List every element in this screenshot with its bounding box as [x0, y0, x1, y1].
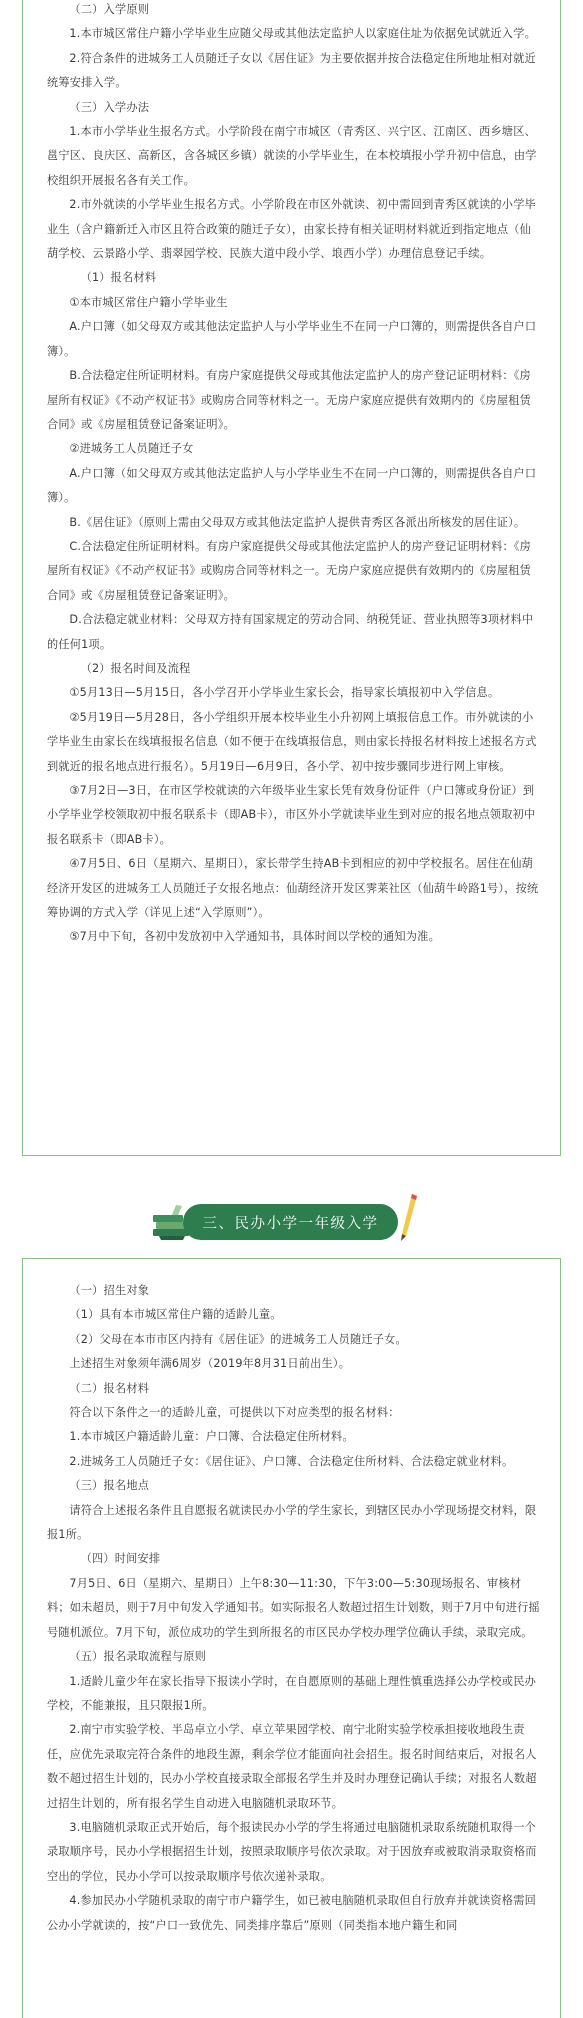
paragraph: （二）报名材料 — [69, 1381, 150, 1395]
paragraph: 7月5日、6日（星期六、星期日）上午8:30—11:30，下午3:00—5:30现场报名、审核材料；如未超员，则于7月中旬发入学通知书。如实际报名人数超过招生计划数，则于7月中旬进行摇号随机派位。7月下旬，派位成功的学生到所报名的市区民办学校办理学位确认手续，录取完成。 — [47, 1576, 540, 1639]
pencil-icon — [398, 1192, 420, 1242]
paragraph: ②5月19日—5月28日，各小学组织开展本校毕业生小升初网上填报信息工作。市外就读的小学毕业生由家长在线填报报名信息（如不便于在线填报信息，则由家长持报名材料按上述报名方式到就近的报名地点进行报名）。5月19日—6月9日，各小学、初中按步骤同步进行网上审核。 — [47, 710, 537, 773]
section-text — [23, 0, 560, 950]
paragraph: 3.电脑随机录取正式开始后，每个报读民办小学的学生将通过电脑随机录取系统随机取得一个录取顺序号，民办小学根据招生计划，按照录取顺序号依次录取。对于因放弃或被取消录取资格而空出的学位，民办小学可以按录取顺序号依次递补录取。 — [47, 1820, 537, 1883]
paragraph: 4.参加民办小学随机录取的南宁市户籍学生，如已被电脑随机录取但自行放弃并就读资格需回公办小学就读的，按“户口一致优先、同类排序靠后”原则（同类指本地户籍生和同 — [47, 1894, 536, 1932]
paragraph: 1.本市城区户籍适龄儿童：户口簿、合法稳定住所材料。 — [69, 1430, 354, 1444]
paragraph: （一）招生对象 — [69, 1284, 150, 1297]
paragraph: 符合以下条件之一的适龄儿童，可提供以下对应类型的报名材料： — [69, 1406, 400, 1420]
paragraph: 2.符合条件的进城务工人员随迁子女以《居住证》为主要依据并按合法稳定住所地址相对就近统筹安排入学。 — [47, 51, 536, 90]
paragraph: 1.适龄儿童少年在家长指导下报读小学时，在自愿原则的基础上理性慎重选择公办学校或民办学校，不能兼报，且只限报1所。 — [47, 1674, 536, 1712]
paragraph: （四）时间安排 — [80, 1552, 161, 1566]
paragraph: （1）具有本市城区常住户籍的适龄儿童。 — [69, 1308, 282, 1322]
paragraph: （2）报名时间及流程 — [80, 661, 191, 675]
paragraph: 2.进城务工人员随迁子女：《居住证》、户口簿、合法稳定住所材料、合法稳定就业材料。 — [69, 1454, 514, 1468]
section-banner — [0, 1192, 583, 1244]
paragraph: B.合法稳定住所证明材料。有房户家庭提供父母或其他法定监护人的房产登记证明材料：《房屋所有权证》《不动产权证书》或购房合同等材料之一。无房户家庭应提供有效期内的《房屋租赁合同》或《房屋租赁登记备案证明》。 — [47, 369, 532, 431]
paragraph: 2.南宁市实验学校、半岛卓立小学、卓立苹果园学校、南宁北附实验学校承担接收地段生责任，应优先录取完符合条件的地段生源，剩余学位才能面向社会招生。报名时间结束后，对报名人数不超过招生计划的，民办小学校直接录取全部报名学生并及时办理登记确认手续；对报名人数超过招生计划的，所有报名学生自动进入电脑随机录取环节。 — [47, 1723, 537, 1810]
paragraph: 2.市外就读的小学毕业生报名方式。小学阶段在市区外就读、初中需回到青秀区就读的小学毕业生（含户籍新迁入市区且符合政策的随迁子女），由家长持有相关证明材料就近到指定地点（仙葫学校、云景路小学、翡翠园学校、民族大道中段小学、埌西小学）办理信息登记手续。 — [47, 198, 536, 261]
paragraph: C.合法稳定住所证明材料。有房户家庭提供父母或其他法定监护人的房产登记证明材料：《房屋所有权证》《不动产权证书》或购房合同等材料之一。无房户家庭应提供有效期内的《房屋租赁合同》或《房屋租赁登记备案证明》。 — [47, 539, 532, 602]
paragraph: 请符合上述报名条件且自愿报名就读民办小学的学生家长，到辖区民办小学现场提交材料，限报1所。 — [47, 1503, 537, 1542]
paragraph: ①本市城区常住户籍小学毕业生 — [69, 295, 228, 309]
section-text — [23, 1259, 560, 1938]
section-banner-title: 三、民办小学一年级入学 — [183, 1204, 398, 1240]
paragraph: ①5月13日—5月15日，各小学召开小学毕业生家长会，指导家长填报初中入学信息。 — [69, 686, 500, 700]
paragraph: （三）报名地点 — [69, 1479, 150, 1493]
paragraph: （二）入学原则 — [69, 3, 150, 16]
paragraph: 上述招生对象须年满6周岁（2019年8月31日前出生）。 — [69, 1357, 351, 1371]
paragraph: D.合法稳定就业材料：父母双方持有国家规定的劳动合同、纳税凭证、营业执照等3项材料中的任何1项。 — [47, 613, 534, 651]
paragraph: 1.本市城区常住户籍小学毕业生应随父母或其他法定监护人以家庭住址为依据免试就近入学。 — [69, 27, 536, 41]
private-school-panel — [22, 1258, 561, 2018]
paragraph: A.户口簿（如父母双方或其他法定监护人与小学毕业生不在同一户口簿的，则需提供各自户口簿）。 — [47, 466, 537, 505]
paragraph: A.户口簿（如父母双方或其他法定监护人与小学毕业生不在同一户口簿的，则需提供各自户口簿）。 — [47, 320, 537, 358]
paragraph: ⑤7月中下旬，各初中发放初中入学通知书，具体时间以学校的通知为准。 — [69, 930, 440, 944]
enrollment-section-panel — [22, 0, 561, 1156]
paragraph: （1）报名材料 — [80, 271, 157, 285]
paragraph: B.《居住证》（原则上需由父母双方或其他法定监护人提供青秀区各派出所核发的居住证）。 — [69, 515, 526, 529]
paragraph: ④7月5日、6日（星期六、星期日），家长带学生持AB卡到相应的初中学校报名。居住在仙葫经济开发区的进城务工人员随迁子女报名地点：仙葫经济开发区霁莱社区（仙葫牛岭路1号），按统筹协调的方式入学（详见上述“入学原则”）。 — [47, 857, 539, 920]
paragraph: （五）报名录取流程与原则 — [69, 1650, 207, 1664]
paragraph: （三）入学办法 — [69, 100, 150, 114]
paragraph: ②进城务工人员随迁子女 — [69, 442, 194, 456]
paragraph: ③7月2日—3日，在市区学校就读的六年级毕业生家长凭有效身份证件（户口簿或身份证）到小学毕业学校领取初中报名联系卡（即AB卡），市区外小学就读毕业生到对应的报名地点领取初中报名联系卡（即AB卡）。 — [47, 784, 536, 846]
paragraph: （2）父母在本市市区内持有《居住证》的进城务工人员随迁子女。 — [69, 1332, 407, 1346]
paragraph: 1.本市小学毕业生报名方式。小学阶段在南宁市城区（青秀区、兴宁区、江南区、西乡塘区、邕宁区、良庆区、高新区，含各城区乡镇）就读的小学毕业生，在本校填报小学升初中信息，由学校组织开展报名各有关工作。 — [47, 125, 537, 187]
